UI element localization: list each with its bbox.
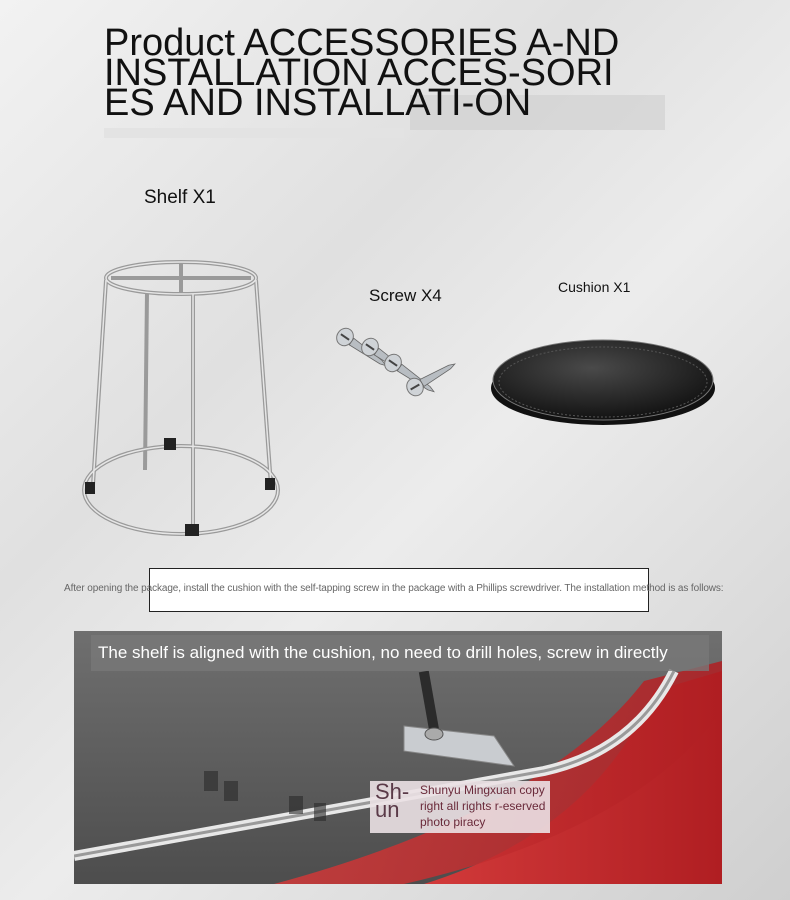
watermark-text: Shunyu Mingxuan copyright all rights r-eserved photo piracy [420,783,546,829]
photo-caption: The shelf is aligned with the cushion, no need to drill holes, screw in directly [91,635,709,671]
shelf-label: Shelf X1 [144,187,216,208]
title-mask [104,128,404,138]
watermark [370,781,550,833]
cushion-label: Cushion X1 [558,279,631,295]
cushion-image [485,330,720,430]
watermark-logo: Sh-un [375,779,410,822]
screws-image [335,325,465,420]
installation-description: After opening the package, install the cushion with the self-tapping screw in the package with a Phillips screwdriver. The installation method is as follows: [64,583,724,594]
page-title: Product ACCESSORIES A-ND INSTALLATION ACCES-SORIES AND INSTALLATI-ON [104,22,620,124]
screw-label: Screw X4 [369,286,442,305]
shelf-image [75,250,290,545]
